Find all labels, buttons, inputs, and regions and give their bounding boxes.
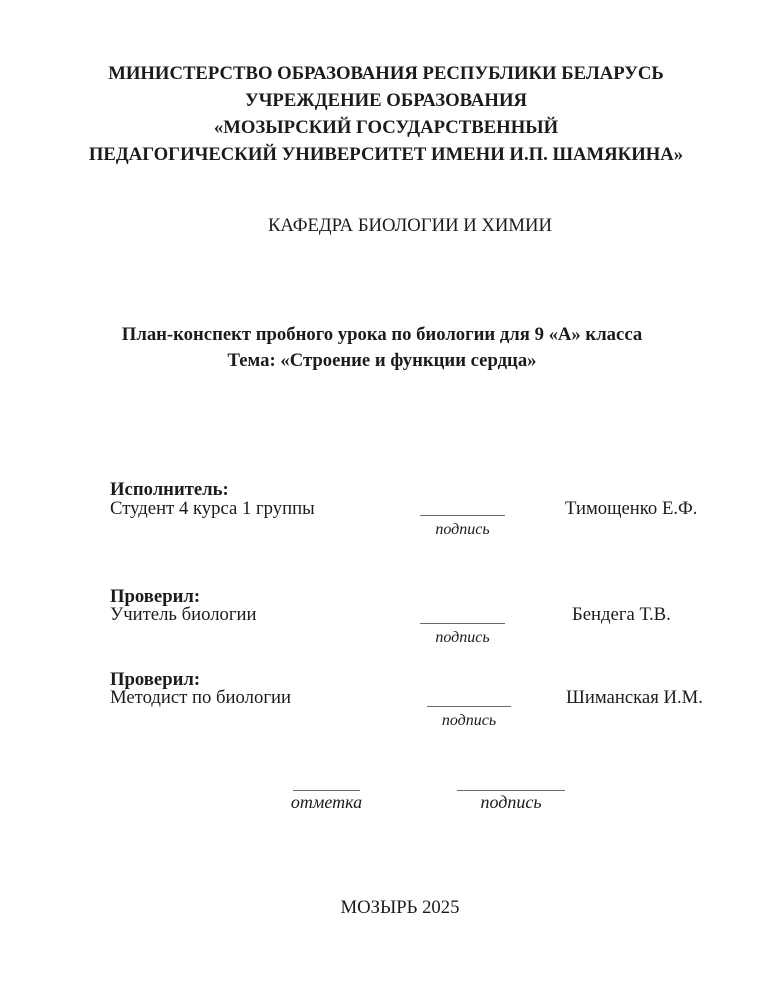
document-title-block bbox=[0, 322, 766, 374]
checker2-job-title: Методист по биологии bbox=[110, 687, 291, 708]
checker1-signature-caption: подпись bbox=[435, 629, 490, 646]
city-year: МОЗЫРЬ 2025 bbox=[340, 897, 460, 918]
checker2-signature-line bbox=[427, 686, 511, 707]
ministry-line: МИНИСТЕРСТВО ОБРАЗОВАНИЯ РЕСПУБЛИКИ БЕЛАРУСЬ bbox=[108, 63, 664, 84]
checker1-job-title: Учитель биологии bbox=[110, 604, 257, 625]
mark-caption: отметка bbox=[290, 792, 363, 812]
document-subtitle: Тема: «Строение и функции сердца» bbox=[227, 350, 537, 371]
executor-name: Тимощенко Е.Ф. bbox=[565, 498, 698, 519]
department-title: КАФЕДРА БИОЛОГИИ И ХИМИИ bbox=[267, 215, 553, 236]
executor-role-label: Исполнитель: bbox=[110, 479, 229, 500]
checker2-signature-caption: подпись bbox=[441, 712, 497, 729]
university-name-line-1: «МОЗЫРСКИЙ ГОСУДАРСТВЕННЫЙ bbox=[213, 117, 559, 138]
bottom-signature-caption: подпись bbox=[480, 792, 542, 812]
executor-job-title: Студент 4 курса 1 группы bbox=[110, 498, 315, 519]
checker1-signature-line bbox=[420, 603, 505, 624]
checker1-role-label: Проверил: bbox=[110, 586, 201, 607]
checker1-name: Бендега Т.В. bbox=[572, 604, 671, 625]
executor-signature-line bbox=[420, 495, 505, 516]
university-name-line-2: ПЕДАГОГИЧЕСКИЙ УНИВЕРСИТЕТ ИМЕНИ И.П. ШАМЯКИНА» bbox=[88, 144, 684, 165]
executor-signature-caption: подпись bbox=[435, 521, 490, 538]
mark-line bbox=[293, 770, 360, 791]
document-title: План-конспект пробного урока по биологии для 9 «А» класса bbox=[121, 324, 643, 345]
ministry-header bbox=[2, 60, 768, 168]
checker2-role-label: Проверил: bbox=[110, 669, 201, 690]
checker2-name: Шиманская И.М. bbox=[566, 687, 703, 708]
bottom-signature-line bbox=[457, 770, 565, 791]
institution-line: УЧРЕЖДЕНИЕ ОБРАЗОВАНИЯ bbox=[244, 90, 527, 111]
